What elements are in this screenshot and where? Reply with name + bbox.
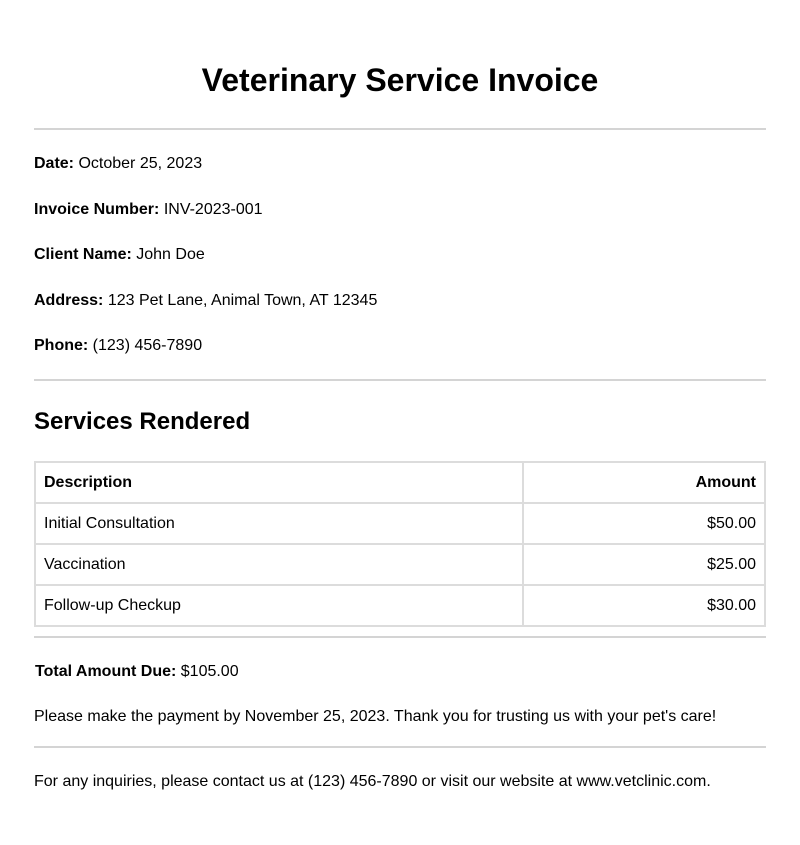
address-label: Address: [34,292,104,309]
services-table [34,461,766,627]
services-heading: Services Rendered [34,408,251,435]
divider [34,746,766,748]
service-amount: $25.00 [523,544,765,585]
column-header-amount: Amount [523,462,765,503]
footer-note: For any inquiries, please contact us at (123) 456-7890 or visit our website at www.vetclinic.com. [34,773,711,790]
divider [34,128,766,130]
total-label: Total Amount Due: [35,663,177,680]
invoice-number-field [34,201,766,219]
phone-label: Phone: [34,337,89,354]
column-header-description: Description [35,462,523,503]
service-amount: $50.00 [523,503,765,544]
address-value: 123 Pet Lane, Animal Town, AT 12345 [107,292,378,309]
client-name-label: Client Name: [34,246,132,263]
invoice-page [34,0,766,791]
total-amount [34,663,766,681]
service-amount: $30.00 [523,585,765,626]
invoice-number-label: Invoice Number: [34,201,160,218]
service-description: Initial Consultation [35,503,523,544]
page-title: Veterinary Service Invoice [201,62,599,98]
service-description: Follow-up Checkup [35,585,523,626]
table-row [35,585,765,626]
client-name-value: John Doe [136,246,205,263]
date-field [34,155,766,173]
date-label: Date: [34,155,75,172]
address-field [34,292,766,310]
total-value: $105.00 [180,663,239,680]
divider [34,379,766,381]
payment-note: Please make the payment by November 25, 2023. Thank you for trusting us with your pet's care! [34,708,717,725]
client-name-field [34,246,766,264]
table-row [35,503,765,544]
table-header-row [35,462,765,503]
phone-value: (123) 456-7890 [92,337,203,354]
date-value: October 25, 2023 [78,155,203,172]
table-row [35,544,765,585]
invoice-number-value: INV-2023-001 [163,201,263,218]
service-description: Vaccination [35,544,523,585]
phone-field [34,337,766,355]
divider [34,636,766,638]
